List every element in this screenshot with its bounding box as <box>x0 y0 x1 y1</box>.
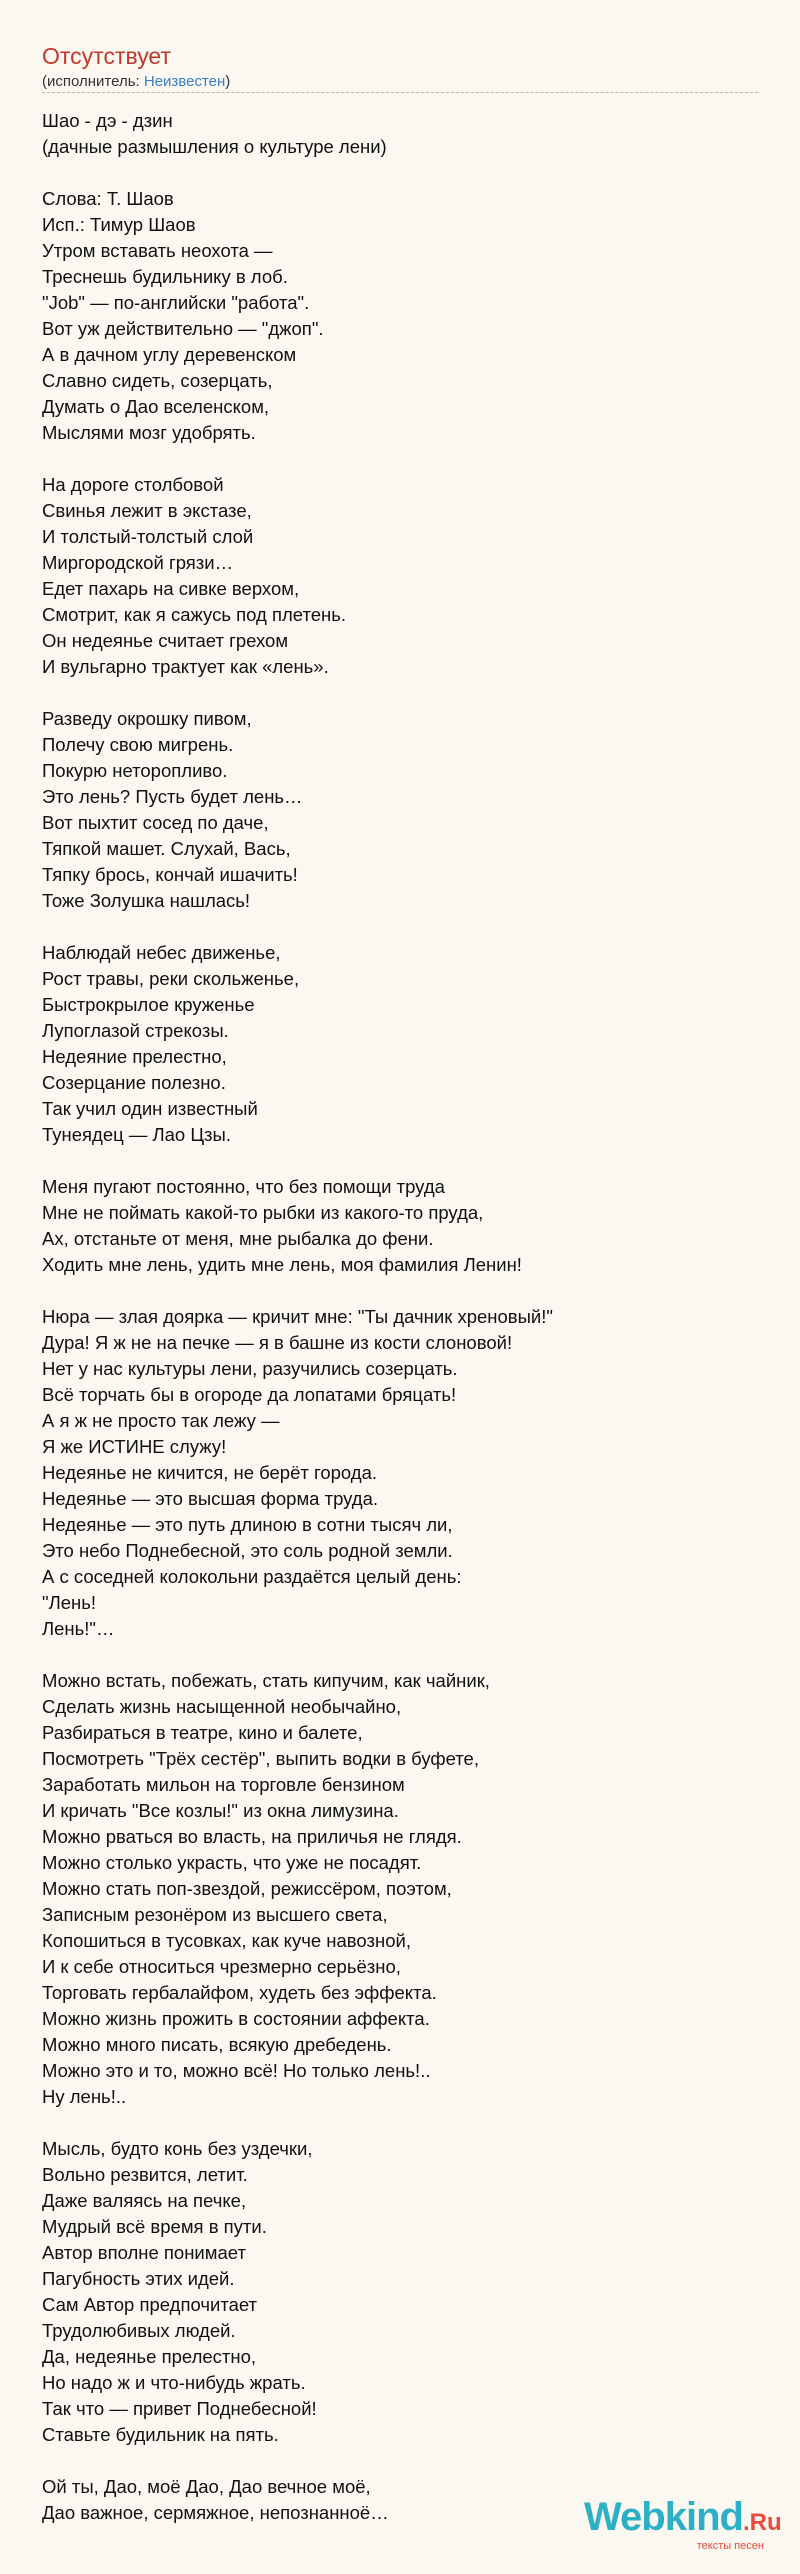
lyric-line: Можно жизнь прожить в состоянии аффекта. <box>42 2008 430 2029</box>
header-divider <box>42 92 758 93</box>
lyric-line: И толстый-толстый слой <box>42 526 254 547</box>
stanza-break <box>42 1278 758 1304</box>
lyric-line: Наблюдай небес движенье, <box>42 942 281 963</box>
lyric-line: Можно встать, побежать, стать кипучим, как чайник, <box>42 1670 490 1691</box>
lyric-line: И к себе относиться чрезмерно серьёзно, <box>42 1956 401 1977</box>
lyric-line: Рост травы, реки скольженье, <box>42 968 300 989</box>
lyric-line: Нет у нас культуры лени, разучились созерцать. <box>42 1358 458 1379</box>
lyric-line: Можно много писать, всякую дребедень. <box>42 2034 392 2055</box>
lyric-line: Записным резонёром из высшего света, <box>42 1904 388 1925</box>
lyric-line: Думать о Дао вселенском, <box>42 396 270 417</box>
brand-logo-text <box>584 2494 782 2546</box>
lyric-line: Меня пугают постоянно, что без помощи труда <box>42 1176 445 1197</box>
lyric-line: Разведу окрошку пивом, <box>42 708 252 729</box>
lyric-line: Пагубность этих идей. <box>42 2268 235 2289</box>
lyric-line: Это небо Поднебесной, это соль родной земли. <box>42 1540 453 1561</box>
lyric-line: Дура! Я ж не на печке — я в башне из кости слоновой! <box>42 1332 513 1353</box>
lyric-line: Мне не поймать какой-то рыбки из какого-то пруда, <box>42 1202 484 1223</box>
lyric-line: Шао - дэ - дзин <box>42 110 173 131</box>
lyric-line: Но надо ж и что-нибудь жрать. <box>42 2372 306 2393</box>
lyric-line: Покурю неторопливо. <box>42 760 228 781</box>
stanza-break <box>42 446 758 472</box>
lyric-line: Лень!"… <box>42 1618 115 1639</box>
brand-logo-tld: .Ru <box>742 2509 782 2536</box>
lyric-line: Я же ИСТИНЕ служу! <box>42 1436 227 1457</box>
lyric-line: Можно стать поп-звездой, режиссёром, поэтом, <box>42 1878 452 1899</box>
lyric-line: Тяпку брось, кончай ишачить! <box>42 864 298 885</box>
lyric-line: Мудрый всё время в пути. <box>42 2216 267 2237</box>
stanza-break <box>42 680 758 706</box>
lyric-line: Недеянье не кичится, не берёт города. <box>42 1462 378 1483</box>
lyric-line: Можно рваться во власть, на приличья не глядя. <box>42 1826 462 1847</box>
lyric-line: Вот пыхтит сосед по даче, <box>42 812 269 833</box>
lyrics-body <box>42 108 758 2526</box>
lyric-line: Едет пахарь на сивке верхом, <box>42 578 300 599</box>
artist-line <box>42 72 230 92</box>
lyric-line: Можно это и то, можно всё! Но только лень!.. <box>42 2060 431 2081</box>
lyric-line: Лупоглазой стрекозы. <box>42 1020 229 1041</box>
lyric-line: Всё торчать бы в огороде да лопатами бряцать! <box>42 1384 457 1405</box>
lyric-line: Торговать гербалайфом, худеть без эффекта. <box>42 1982 437 2003</box>
artist-prefix: (исполнитель: <box>42 73 144 90</box>
lyric-line: А я ж не просто так лежу — <box>42 1410 280 1431</box>
lyric-line: Недеяние прелестно, <box>42 1046 227 1067</box>
page-title: Отсутствует <box>42 43 171 69</box>
stanza-break <box>42 1642 758 1668</box>
lyric-line: Даже валяясь на печке, <box>42 2190 247 2211</box>
lyric-line: "Лень! <box>42 1592 96 1613</box>
lyric-line: Заработать мильон на торговле бензином <box>42 1774 405 1795</box>
stanza-break <box>42 914 758 940</box>
lyric-line: Это лень? Пусть будет лень… <box>42 786 303 807</box>
lyric-line: Свинья лежит в экстазе, <box>42 500 252 521</box>
lyric-line: Ах, отстаньте от меня, мне рыбалка до фени. <box>42 1228 434 1249</box>
lyric-line: Быстрокрылое круженье <box>42 994 255 1015</box>
stanza-break <box>42 2110 758 2136</box>
lyric-line: Можно столько украсть, что уже не посадят. <box>42 1852 422 1873</box>
artist-link[interactable]: Неизвестен <box>143 73 226 90</box>
lyric-line: Недеянье — это путь длиною в сотни тысяч ли, <box>42 1514 453 1535</box>
lyric-line: Треснешь будильнику в лоб. <box>42 266 288 287</box>
lyric-line: А в дачном углу деревенском <box>42 344 297 365</box>
lyric-line: Дао важное, сермяжное, непознанноё… <box>42 2502 389 2523</box>
lyric-line: Да, недеянье прелестно, <box>42 2346 257 2367</box>
lyric-line: Мысль, будто конь без уздечки, <box>42 2138 313 2159</box>
lyric-line: Посмотреть "Трёх сестёр", выпить водки в буфете, <box>42 1748 479 1769</box>
lyric-line: Созерцание полезно. <box>42 1072 226 1093</box>
lyric-line: Так учил один известный <box>42 1098 258 1119</box>
artist-suffix: ) <box>225 73 231 90</box>
brand-logo[interactable] <box>584 2494 782 2554</box>
lyric-line: Миргородской грязи… <box>42 552 234 573</box>
lyric-line: Разбираться в театре, кино и балете, <box>42 1722 363 1743</box>
lyric-line: Славно сидеть, созерцать, <box>42 370 273 391</box>
stanza-break <box>42 1148 758 1174</box>
brand-logo-main: Webkind <box>584 2495 743 2539</box>
stanza-break <box>42 160 758 186</box>
lyric-line: Вот уж действительно — "джоп". <box>42 318 324 339</box>
lyric-line: (дачные размышления о культуре лени) <box>42 136 387 157</box>
lyric-line: И вульгарно трактует как «лень». <box>42 656 329 677</box>
lyric-line: Так что — привет Поднебесной! <box>42 2398 317 2419</box>
lyric-line: Исп.: Тимур Шаов <box>42 214 196 235</box>
lyric-line: Тунеядец — Лао Цзы. <box>42 1124 231 1145</box>
lyric-line: Полечу свою мигрень. <box>42 734 234 755</box>
lyric-line: Трудолюбивых людей. <box>42 2320 236 2341</box>
lyric-line: Ставьте будильник на пять. <box>42 2424 279 2445</box>
lyric-line: Мыслями мозг удобрять. <box>42 422 256 443</box>
lyric-line: Смотрит, как я сажусь под плетень. <box>42 604 347 625</box>
lyric-line: Недеянье — это высшая форма труда. <box>42 1488 379 1509</box>
lyric-line: И кричать "Все козлы!" из окна лимузина. <box>42 1800 399 1821</box>
lyric-line: Сам Автор предпочитает <box>42 2294 258 2315</box>
lyric-line: Тоже Золушка нашлась! <box>42 890 251 911</box>
brand-tagline: тексты песен <box>696 2540 764 2552</box>
lyric-line: Ой ты, Дао, моё Дао, Дао вечное моё, <box>42 2476 371 2497</box>
lyric-line: Слова: Т. Шаов <box>42 188 174 209</box>
lyric-line: Вольно резвится, летит. <box>42 2164 248 2185</box>
lyric-line: На дороге столбовой <box>42 474 224 495</box>
lyric-line: Он недеянье считает грехом <box>42 630 289 651</box>
lyric-line: "Job" — по-английски "работа". <box>42 292 310 313</box>
lyric-line: Утром вставать неохота — <box>42 240 273 261</box>
lyric-line: Тяпкой машет. Слухай, Вась, <box>42 838 291 859</box>
lyric-line: А с соседней колокольни раздаётся целый день: <box>42 1566 462 1587</box>
lyric-line: Автор вполне понимает <box>42 2242 246 2263</box>
stanza-break <box>42 2448 758 2474</box>
lyric-line: Сделать жизнь насыщенной необычайно, <box>42 1696 402 1717</box>
lyric-line: Ходить мне лень, удить мне лень, моя фамилия Ленин! <box>42 1254 522 1275</box>
lyric-line: Нюра — злая доярка — кричит мне: "Ты дачник хреновый!" <box>42 1306 553 1327</box>
lyric-line: Ну лень!.. <box>42 2086 127 2107</box>
lyric-line: Копошиться в тусовках, как куче навозной, <box>42 1930 411 1951</box>
